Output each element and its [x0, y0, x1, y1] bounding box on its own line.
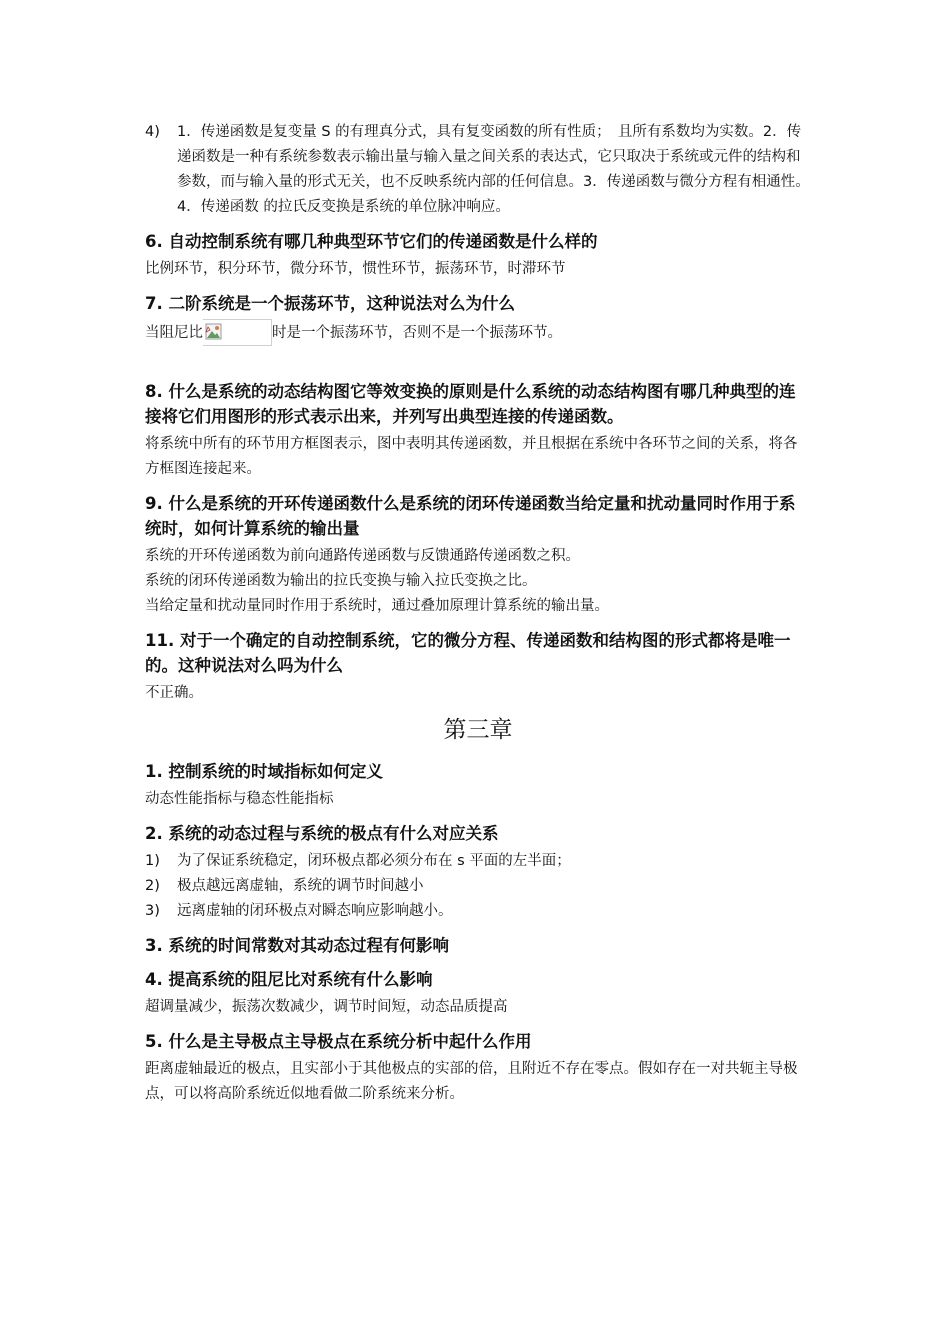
broken-image-icon [205, 323, 223, 341]
spacer [145, 346, 811, 370]
q11-answer: 不正确。 [145, 685, 203, 701]
ch3-q3-heading: 3. 系统的时间常数对其动态过程有何影响 [145, 936, 449, 955]
chapter-title: 第三章 [443, 717, 513, 743]
q9-answer-1: 系统的开环传递函数为前向通路传递函数与反馈通路传递函数之积。 [145, 548, 580, 564]
q7-heading: 7. 二阶系统是一个振荡环节，这种说法对么为什么 [145, 294, 515, 313]
q7-answer [145, 319, 811, 346]
intro-list-item [145, 120, 811, 220]
q6-heading: 6. 自动控制系统有哪几种典型环节它们的传递函数是什么样的 [145, 232, 598, 251]
q9-answer-2: 系统的闭环传递函数为输出的拉氏变换与输入拉氏变换之比。 [145, 573, 537, 589]
list-item-number: 2) [145, 878, 160, 894]
ch3-q1-heading: 1. 控制系统的时域指标如何定义 [145, 762, 383, 781]
ch3-q4-answer: 超调量减少，振荡次数减少，调节时间短，动态品质提高 [145, 999, 508, 1015]
list-item [145, 899, 811, 924]
broken-image-placeholder [203, 319, 272, 346]
ch3-q5-heading: 5. 什么是主导极点主导极点在系统分析中起什么作用 [145, 1032, 532, 1051]
intro-item-number: 4) [145, 124, 160, 140]
list-item [145, 849, 811, 874]
list-item-number: 3) [145, 903, 160, 919]
document-content [145, 120, 811, 1107]
list-item-text: 极点越远离虚轴，系统的调节时间越小 [177, 878, 424, 894]
list-item-text: 为了保证系统稳定，闭环极点都必须分布在 s 平面的左半面； [177, 853, 571, 869]
list-item [145, 874, 811, 899]
ch3-q2-heading: 2. 系统的动态过程与系统的极点有什么对应关系 [145, 824, 499, 843]
q7-answer-after: 时是一个振荡环节，否则不是一个振荡环节。 [272, 325, 562, 341]
ch3-q4-heading: 4. 提高系统的阻尼比对系统有什么影响 [145, 970, 433, 989]
list-item-text: 远离虚轴的闭环极点对瞬态响应影响越小。 [177, 903, 453, 919]
q7-answer-before: 当阻尼比 [145, 325, 203, 341]
q9-answer-3: 当给定量和扰动量同时作用于系统时，通过叠加原理计算系统的输出量。 [145, 598, 609, 614]
q8-heading: 8. 什么是系统的动态结构图它等效变换的原则是什么系统的动态结构图有哪几种典型的连接将它们用图形的形式表示出来，并列写出典型连接的传递函数。 [145, 382, 796, 426]
list-item-number: 1) [145, 853, 160, 869]
ch3-q5-answer: 距离虚轴最近的极点，且实部小于其他极点的实部的倍，且附近不存在零点。假如存在一对共轭主导极点，可以将高阶系统近似地看做二阶系统来分析。 [145, 1061, 798, 1102]
q6-answer: 比例环节，积分环节，微分环节，惯性环节，振荡环节，时滞环节 [145, 261, 566, 277]
ch3-q1-answer: 动态性能指标与稳态性能指标 [145, 791, 334, 807]
q8-answer: 将系统中所有的环节用方框图表示，图中表明其传递函数，并且根据在系统中各环节之间的关系，将各方框图连接起来。 [145, 436, 798, 477]
intro-item-text: 1．传递函数是复变量 S 的有理真分式，具有复变函数的所有性质； 且所有系数均为实数。2．传递函数是一种有系统参数表示输出量与输入量之间关系的表达式，它只取决于系统或元件的结构和参数，而与输入量的形式无关，也不反映系统内部的任何信息。3．传递函数与微分方程有相通性。4．传递函数 的拉氏反变换是系统的单位脉冲响应。 [177, 124, 810, 215]
q9-heading: 9. 什么是系统的开环传递函数什么是系统的闭环传递函数当给定量和扰动量同时作用于系统时，如何计算系统的输出量 [145, 494, 796, 538]
q11-heading: 11. 对于一个确定的自动控制系统，它的微分方程、传递函数和结构图的形式都将是唯一的。这种说法对么吗为什么 [145, 631, 791, 675]
